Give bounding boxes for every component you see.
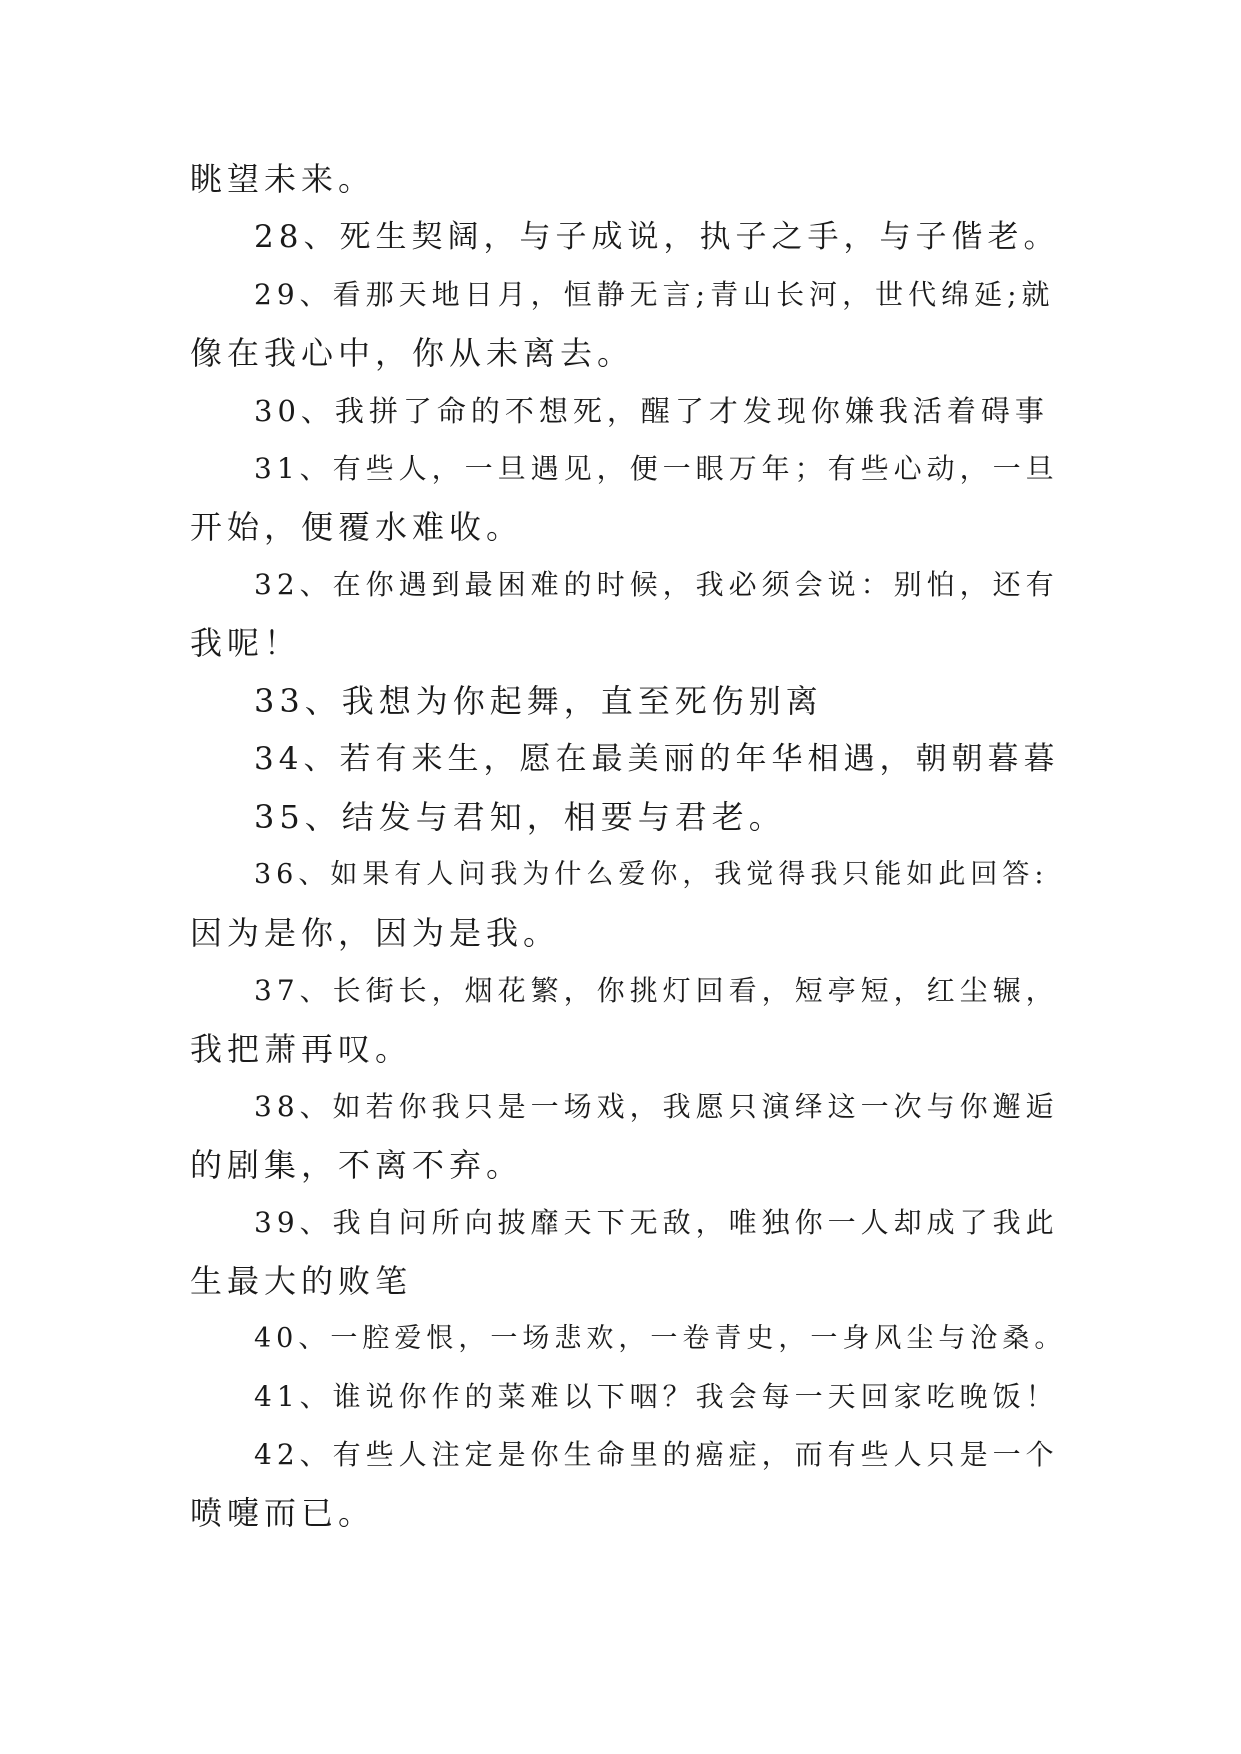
text-line: 28、死生契阔，与子成说，执子之手，与子偕老。: [254, 219, 1060, 255]
text-line: 35、结发与君知，相要与君老。: [254, 798, 786, 836]
text-line: 开始，便覆水难收。: [190, 508, 524, 546]
text-line: 42、有些人注定是你生命里的癌症，而有些人只是一个: [254, 1438, 1059, 1471]
text-line: 40、一腔爱恨，一场悲欢，一卷青史，一身风尘与沧桑。: [254, 1323, 1067, 1354]
text-line: 我呢！: [190, 624, 302, 662]
text-line: 41、谁说你作的菜难以下咽？我会每一天回家吃晚饭！: [254, 1380, 1059, 1413]
text-line: 生最大的败笔: [190, 1262, 413, 1300]
text-line: 39、我自问所向披靡天下无敌，唯独你一人却成了我此: [254, 1206, 1059, 1239]
text-line: 36、如果有人问我为什么爱你，我觉得我只能如此回答:: [254, 859, 1049, 890]
text-line: 37、长街长，烟花繁，你挑灯回看，短亭短，红尘辗，: [254, 974, 1059, 1007]
text-line: 眺望未来。: [190, 160, 376, 198]
text-line: 38、如若你我只是一场戏，我愿只演绎这一次与你邂逅: [254, 1090, 1059, 1123]
text-line: 30、我拼了命的不想死，醒了才发现你嫌我活着碍事: [254, 394, 1049, 428]
text-line: 喷嚏而已。: [190, 1494, 376, 1532]
text-line: 32、在你遇到最困难的时候，我必须会说：别怕，还有: [254, 568, 1059, 601]
text-line: 因为是你，因为是我。: [190, 914, 561, 952]
text-line: 29、看那天地日月，恒静无言;青山长河，世代绵延;就: [254, 278, 1055, 311]
text-line: 像在我心中，你从未离去。: [190, 334, 635, 372]
text-line: 的剧集，不离不弃。: [190, 1146, 524, 1184]
text-line: 33、我想为你起舞，直至死伤别离: [254, 682, 823, 720]
text-line: 我把萧再叹。: [190, 1030, 413, 1068]
body-text: [190, 150, 1070, 1542]
text-line: 31、有些人，一旦遇见，便一眼万年；有些心动，一旦: [254, 452, 1059, 485]
text-line: 34、若有来生，愿在最美丽的年华相遇，朝朝暮暮: [254, 741, 1060, 777]
